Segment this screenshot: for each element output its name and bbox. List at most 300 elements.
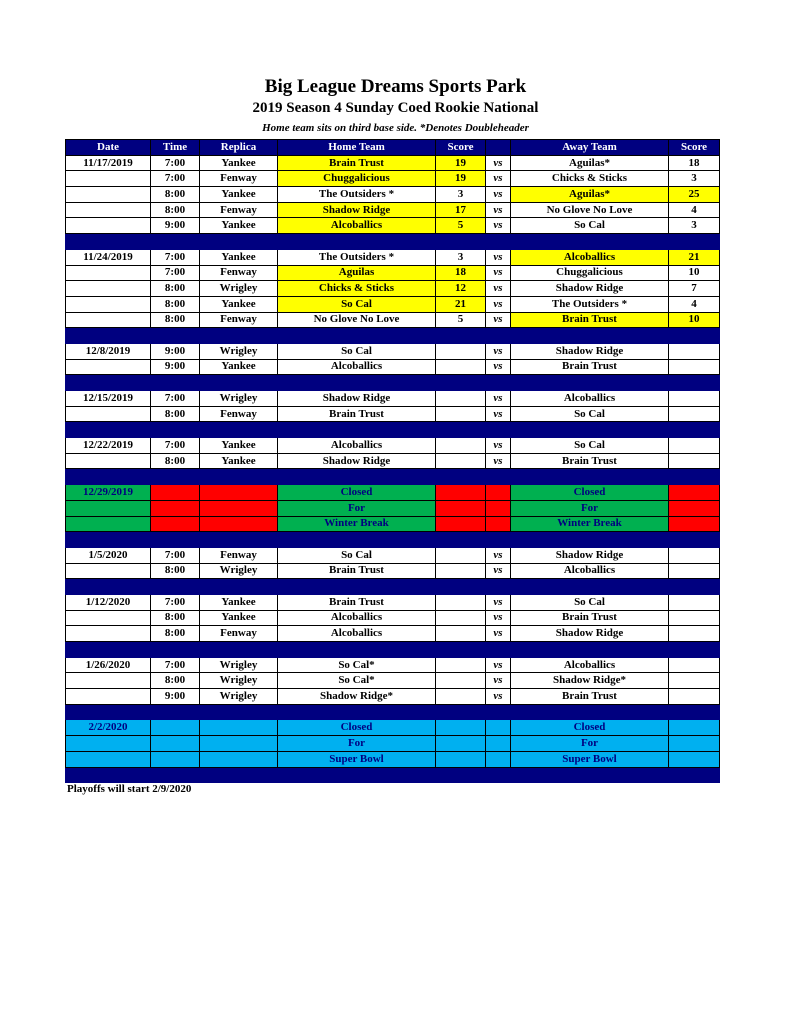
- date-cell: [66, 202, 151, 218]
- separator-cell: [278, 579, 436, 595]
- game-row: [66, 626, 720, 642]
- away-team-cell: Alcoballics: [511, 657, 669, 673]
- replica-cell: [200, 516, 278, 532]
- away-score-cell: [669, 516, 720, 532]
- vs-cell: vs: [486, 187, 511, 203]
- replica-cell: Yankee: [200, 594, 278, 610]
- home-team-cell: Chuggalicious: [278, 171, 436, 187]
- separator-cell: [66, 375, 151, 391]
- away-team-cell: Shadow Ridge: [511, 626, 669, 642]
- away-score-cell: 10: [669, 312, 720, 328]
- closed-row: [66, 500, 720, 516]
- separator-cell: [278, 234, 436, 250]
- game-row: [66, 359, 720, 375]
- away-team-cell: No Glove No Love: [511, 202, 669, 218]
- away-closed-cell: Closed: [511, 485, 669, 501]
- time-cell: [151, 736, 200, 752]
- time-cell: 7:00: [151, 547, 200, 563]
- replica-cell: Yankee: [200, 155, 278, 171]
- separator-cell: [511, 469, 669, 485]
- home-team-cell: Brain Trust: [278, 155, 436, 171]
- separator-cell: [278, 642, 436, 658]
- replica-cell: Fenway: [200, 202, 278, 218]
- time-cell: 8:00: [151, 312, 200, 328]
- away-score-cell: 10: [669, 265, 720, 281]
- separator-cell: [200, 422, 278, 438]
- separator-cell: [436, 704, 486, 720]
- time-cell: 7:00: [151, 594, 200, 610]
- separator-cell: [200, 642, 278, 658]
- separator-cell: [436, 642, 486, 658]
- time-cell: 7:00: [151, 171, 200, 187]
- separator-cell: [278, 469, 436, 485]
- time-cell: 8:00: [151, 187, 200, 203]
- separator-cell: [511, 704, 669, 720]
- separator-cell: [151, 422, 200, 438]
- replica-cell: Yankee: [200, 610, 278, 626]
- date-cell: [66, 453, 151, 469]
- away-team-cell: So Cal: [511, 594, 669, 610]
- date-cell: [66, 736, 151, 752]
- home-score-cell: 5: [436, 218, 486, 234]
- replica-cell: Fenway: [200, 626, 278, 642]
- away-team-cell: Shadow Ridge: [511, 343, 669, 359]
- separator-cell: [200, 234, 278, 250]
- game-row: [66, 265, 720, 281]
- home-team-cell: So Cal: [278, 343, 436, 359]
- away-score-cell: [669, 406, 720, 422]
- date-cell: [66, 563, 151, 579]
- separator-cell: [200, 328, 278, 344]
- date-cell: [66, 281, 151, 297]
- closed-row: [66, 751, 720, 767]
- replica-cell: Fenway: [200, 171, 278, 187]
- time-cell: 8:00: [151, 453, 200, 469]
- time-cell: 7:00: [151, 265, 200, 281]
- page-title: Big League Dreams Sports Park: [264, 76, 527, 97]
- separator-cell: [66, 704, 151, 720]
- time-cell: 7:00: [151, 391, 200, 407]
- home-team-cell: Chicks & Sticks: [278, 281, 436, 297]
- vs-cell: [486, 516, 511, 532]
- home-score-cell: 19: [436, 171, 486, 187]
- separator-cell: [669, 375, 720, 391]
- vs-cell: vs: [486, 312, 511, 328]
- home-score-cell: [436, 610, 486, 626]
- separator-cell: [486, 328, 511, 344]
- time-cell: 9:00: [151, 359, 200, 375]
- vs-cell: vs: [486, 610, 511, 626]
- date-cell: 1/5/2020: [66, 547, 151, 563]
- separator-cell: [66, 767, 151, 783]
- date-cell: [66, 516, 151, 532]
- home-score-cell: 17: [436, 202, 486, 218]
- time-cell: 9:00: [151, 218, 200, 234]
- away-team-cell: Aguilas*: [511, 187, 669, 203]
- column-header-time: Time: [151, 140, 200, 156]
- away-score-cell: [669, 453, 720, 469]
- separator-cell: [669, 422, 720, 438]
- home-team-cell: Brain Trust: [278, 406, 436, 422]
- separator-cell: [66, 642, 151, 658]
- home-closed-cell: For: [278, 736, 436, 752]
- week-separator: [66, 469, 720, 485]
- vs-cell: vs: [486, 673, 511, 689]
- away-team-cell: Chuggalicious: [511, 265, 669, 281]
- away-team-cell: Shadow Ridge: [511, 547, 669, 563]
- time-cell: 8:00: [151, 626, 200, 642]
- separator-cell: [436, 579, 486, 595]
- home-team-cell: Brain Trust: [278, 594, 436, 610]
- separator-cell: [486, 579, 511, 595]
- replica-cell: [200, 720, 278, 736]
- date-cell: 12/8/2019: [66, 343, 151, 359]
- home-team-cell: Brain Trust: [278, 563, 436, 579]
- away-score-cell: [669, 751, 720, 767]
- closed-row: [66, 516, 720, 532]
- replica-cell: [200, 485, 278, 501]
- replica-cell: Wrigley: [200, 657, 278, 673]
- away-score-cell: 3: [669, 171, 720, 187]
- separator-cell: [436, 767, 486, 783]
- replica-cell: Yankee: [200, 438, 278, 454]
- separator-cell: [511, 767, 669, 783]
- closed-row: [66, 736, 720, 752]
- away-score-cell: 21: [669, 249, 720, 265]
- home-score-cell: 3: [436, 187, 486, 203]
- separator-cell: [151, 642, 200, 658]
- date-cell: [66, 187, 151, 203]
- week-separator: [66, 375, 720, 391]
- away-closed-cell: Closed: [511, 720, 669, 736]
- home-score-cell: [436, 516, 486, 532]
- home-team-cell: Aguilas: [278, 265, 436, 281]
- vs-cell: vs: [486, 202, 511, 218]
- replica-cell: [200, 736, 278, 752]
- home-score-cell: [436, 751, 486, 767]
- separator-cell: [511, 375, 669, 391]
- replica-cell: [200, 751, 278, 767]
- game-row: [66, 187, 720, 203]
- replica-cell: Yankee: [200, 187, 278, 203]
- away-team-cell: Brain Trust: [511, 312, 669, 328]
- week-separator: [66, 422, 720, 438]
- date-cell: [66, 673, 151, 689]
- game-row: [66, 343, 720, 359]
- separator-cell: [200, 579, 278, 595]
- vs-cell: vs: [486, 265, 511, 281]
- separator-cell: [151, 328, 200, 344]
- replica-cell: Yankee: [200, 218, 278, 234]
- vs-cell: vs: [486, 547, 511, 563]
- game-row: [66, 673, 720, 689]
- separator-cell: [669, 642, 720, 658]
- replica-cell: Fenway: [200, 406, 278, 422]
- separator-cell: [151, 767, 200, 783]
- separator-cell: [151, 532, 200, 548]
- home-team-cell: No Glove No Love: [278, 312, 436, 328]
- home-score-cell: [436, 673, 486, 689]
- home-score-cell: [436, 657, 486, 673]
- vs-cell: vs: [486, 406, 511, 422]
- away-team-cell: Chicks & Sticks: [511, 171, 669, 187]
- away-team-cell: Shadow Ridge*: [511, 673, 669, 689]
- date-cell: [66, 171, 151, 187]
- separator-cell: [486, 375, 511, 391]
- home-team-cell: Shadow Ridge*: [278, 689, 436, 705]
- week-separator: [66, 579, 720, 595]
- date-cell: [66, 296, 151, 312]
- separator-cell: [66, 532, 151, 548]
- separator-cell: [200, 469, 278, 485]
- separator-cell: [278, 422, 436, 438]
- vs-cell: vs: [486, 359, 511, 375]
- date-cell: 11/24/2019: [66, 249, 151, 265]
- vs-cell: vs: [486, 171, 511, 187]
- table-header-row: [66, 140, 720, 156]
- away-score-cell: 25: [669, 187, 720, 203]
- separator-cell: [151, 579, 200, 595]
- vs-cell: vs: [486, 438, 511, 454]
- away-score-cell: [669, 657, 720, 673]
- away-team-cell: Alcoballics: [511, 563, 669, 579]
- home-team-cell: Shadow Ridge: [278, 391, 436, 407]
- replica-cell: Yankee: [200, 359, 278, 375]
- vs-cell: vs: [486, 155, 511, 171]
- home-closed-cell: Closed: [278, 720, 436, 736]
- time-cell: 8:00: [151, 610, 200, 626]
- home-closed-cell: Super Bowl: [278, 751, 436, 767]
- separator-cell: [66, 234, 151, 250]
- separator-cell: [511, 328, 669, 344]
- away-team-cell: Alcoballics: [511, 391, 669, 407]
- time-cell: 8:00: [151, 296, 200, 312]
- home-score-cell: 18: [436, 265, 486, 281]
- separator-cell: [669, 328, 720, 344]
- away-score-cell: [669, 689, 720, 705]
- date-cell: [66, 406, 151, 422]
- home-score-cell: [436, 406, 486, 422]
- away-team-cell: Brain Trust: [511, 359, 669, 375]
- away-team-cell: Brain Trust: [511, 689, 669, 705]
- away-team-cell: Brain Trust: [511, 453, 669, 469]
- date-cell: 12/29/2019: [66, 485, 151, 501]
- away-team-cell: Brain Trust: [511, 610, 669, 626]
- page-subtitle: 2019 Season 4 Sunday Coed Rookie National: [252, 100, 539, 116]
- home-score-cell: 19: [436, 155, 486, 171]
- home-team-cell: Alcoballics: [278, 610, 436, 626]
- vs-cell: vs: [486, 343, 511, 359]
- schedule-body: [66, 155, 720, 783]
- time-cell: 7:00: [151, 249, 200, 265]
- away-score-cell: [669, 594, 720, 610]
- separator-cell: [486, 234, 511, 250]
- time-cell: 8:00: [151, 563, 200, 579]
- vs-cell: [486, 720, 511, 736]
- game-row: [66, 610, 720, 626]
- vs-cell: [486, 751, 511, 767]
- home-team-cell: Alcoballics: [278, 359, 436, 375]
- time-cell: 8:00: [151, 406, 200, 422]
- replica-cell: Yankee: [200, 296, 278, 312]
- away-score-cell: [669, 547, 720, 563]
- away-score-cell: 3: [669, 218, 720, 234]
- time-cell: 7:00: [151, 438, 200, 454]
- date-cell: [66, 500, 151, 516]
- home-score-cell: [436, 736, 486, 752]
- time-cell: [151, 751, 200, 767]
- game-row: [66, 594, 720, 610]
- time-cell: 7:00: [151, 657, 200, 673]
- away-team-cell: Aguilas*: [511, 155, 669, 171]
- separator-cell: [486, 469, 511, 485]
- date-cell: 12/22/2019: [66, 438, 151, 454]
- home-score-cell: [436, 594, 486, 610]
- vs-cell: vs: [486, 689, 511, 705]
- away-team-cell: So Cal: [511, 438, 669, 454]
- home-team-cell: So Cal*: [278, 673, 436, 689]
- home-score-cell: [436, 343, 486, 359]
- home-score-cell: [436, 626, 486, 642]
- vs-cell: [486, 736, 511, 752]
- home-team-cell: Alcoballics: [278, 438, 436, 454]
- date-cell: 12/15/2019: [66, 391, 151, 407]
- separator-cell: [436, 532, 486, 548]
- separator-cell: [486, 642, 511, 658]
- playoffs-note: Playoffs will start 2/9/2020: [67, 783, 192, 795]
- game-row: [66, 657, 720, 673]
- home-score-cell: 21: [436, 296, 486, 312]
- home-team-cell: The Outsiders *: [278, 187, 436, 203]
- separator-cell: [511, 234, 669, 250]
- separator-cell: [486, 532, 511, 548]
- away-team-cell: The Outsiders *: [511, 296, 669, 312]
- vs-cell: vs: [486, 657, 511, 673]
- home-score-cell: [436, 359, 486, 375]
- column-header-away-score: Score: [669, 140, 720, 156]
- home-team-cell: Alcoballics: [278, 626, 436, 642]
- date-cell: 11/17/2019: [66, 155, 151, 171]
- game-row: [66, 202, 720, 218]
- away-score-cell: [669, 626, 720, 642]
- away-closed-cell: Winter Break: [511, 516, 669, 532]
- date-cell: 1/26/2020: [66, 657, 151, 673]
- vs-cell: vs: [486, 296, 511, 312]
- time-cell: 9:00: [151, 689, 200, 705]
- away-team-cell: So Cal: [511, 406, 669, 422]
- separator-cell: [66, 469, 151, 485]
- separator-cell: [151, 704, 200, 720]
- home-closed-cell: For: [278, 500, 436, 516]
- home-closed-cell: Winter Break: [278, 516, 436, 532]
- away-score-cell: 4: [669, 296, 720, 312]
- time-cell: [151, 720, 200, 736]
- date-cell: [66, 626, 151, 642]
- separator-cell: [200, 375, 278, 391]
- replica-cell: Yankee: [200, 249, 278, 265]
- week-separator: [66, 704, 720, 720]
- game-row: [66, 296, 720, 312]
- date-cell: 1/12/2020: [66, 594, 151, 610]
- home-score-cell: 5: [436, 312, 486, 328]
- home-team-cell: Shadow Ridge: [278, 202, 436, 218]
- separator-cell: [66, 422, 151, 438]
- vs-cell: vs: [486, 281, 511, 297]
- away-score-cell: 7: [669, 281, 720, 297]
- vs-cell: vs: [486, 453, 511, 469]
- separator-cell: [436, 234, 486, 250]
- separator-cell: [511, 579, 669, 595]
- away-score-cell: [669, 563, 720, 579]
- separator-cell: [151, 469, 200, 485]
- separator-cell: [151, 375, 200, 391]
- vs-cell: vs: [486, 594, 511, 610]
- vs-cell: vs: [486, 626, 511, 642]
- replica-cell: Wrigley: [200, 673, 278, 689]
- date-cell: [66, 312, 151, 328]
- away-score-cell: [669, 610, 720, 626]
- replica-cell: Fenway: [200, 312, 278, 328]
- away-closed-cell: For: [511, 500, 669, 516]
- time-cell: 8:00: [151, 673, 200, 689]
- away-score-cell: [669, 438, 720, 454]
- replica-cell: Wrigley: [200, 391, 278, 407]
- home-score-cell: [436, 720, 486, 736]
- separator-cell: [66, 328, 151, 344]
- home-team-cell: So Cal: [278, 547, 436, 563]
- separator-cell: [436, 328, 486, 344]
- separator-cell: [511, 422, 669, 438]
- replica-cell: Wrigley: [200, 563, 278, 579]
- home-score-cell: [436, 547, 486, 563]
- home-score-cell: [436, 485, 486, 501]
- replica-cell: [200, 500, 278, 516]
- home-team-cell: Shadow Ridge: [278, 453, 436, 469]
- date-cell: [66, 689, 151, 705]
- away-score-cell: [669, 343, 720, 359]
- game-row: [66, 563, 720, 579]
- date-cell: [66, 359, 151, 375]
- replica-cell: Wrigley: [200, 281, 278, 297]
- week-separator: [66, 767, 720, 783]
- date-cell: [66, 610, 151, 626]
- column-header-vs: [486, 140, 511, 156]
- away-closed-cell: Super Bowl: [511, 751, 669, 767]
- column-header-home-team: Home Team: [278, 140, 436, 156]
- date-cell: 2/2/2020: [66, 720, 151, 736]
- column-header-home-score: Score: [436, 140, 486, 156]
- replica-cell: Wrigley: [200, 343, 278, 359]
- game-row: [66, 438, 720, 454]
- game-row: [66, 218, 720, 234]
- home-score-cell: [436, 500, 486, 516]
- separator-cell: [278, 328, 436, 344]
- game-row: [66, 281, 720, 297]
- week-separator: [66, 234, 720, 250]
- column-header-date: Date: [66, 140, 151, 156]
- vs-cell: vs: [486, 391, 511, 407]
- separator-cell: [278, 767, 436, 783]
- vs-cell: vs: [486, 563, 511, 579]
- separator-cell: [436, 422, 486, 438]
- home-team-cell: So Cal: [278, 296, 436, 312]
- week-separator: [66, 532, 720, 548]
- replica-cell: Fenway: [200, 547, 278, 563]
- game-row: [66, 689, 720, 705]
- separator-cell: [511, 642, 669, 658]
- separator-cell: [669, 234, 720, 250]
- away-team-cell: So Cal: [511, 218, 669, 234]
